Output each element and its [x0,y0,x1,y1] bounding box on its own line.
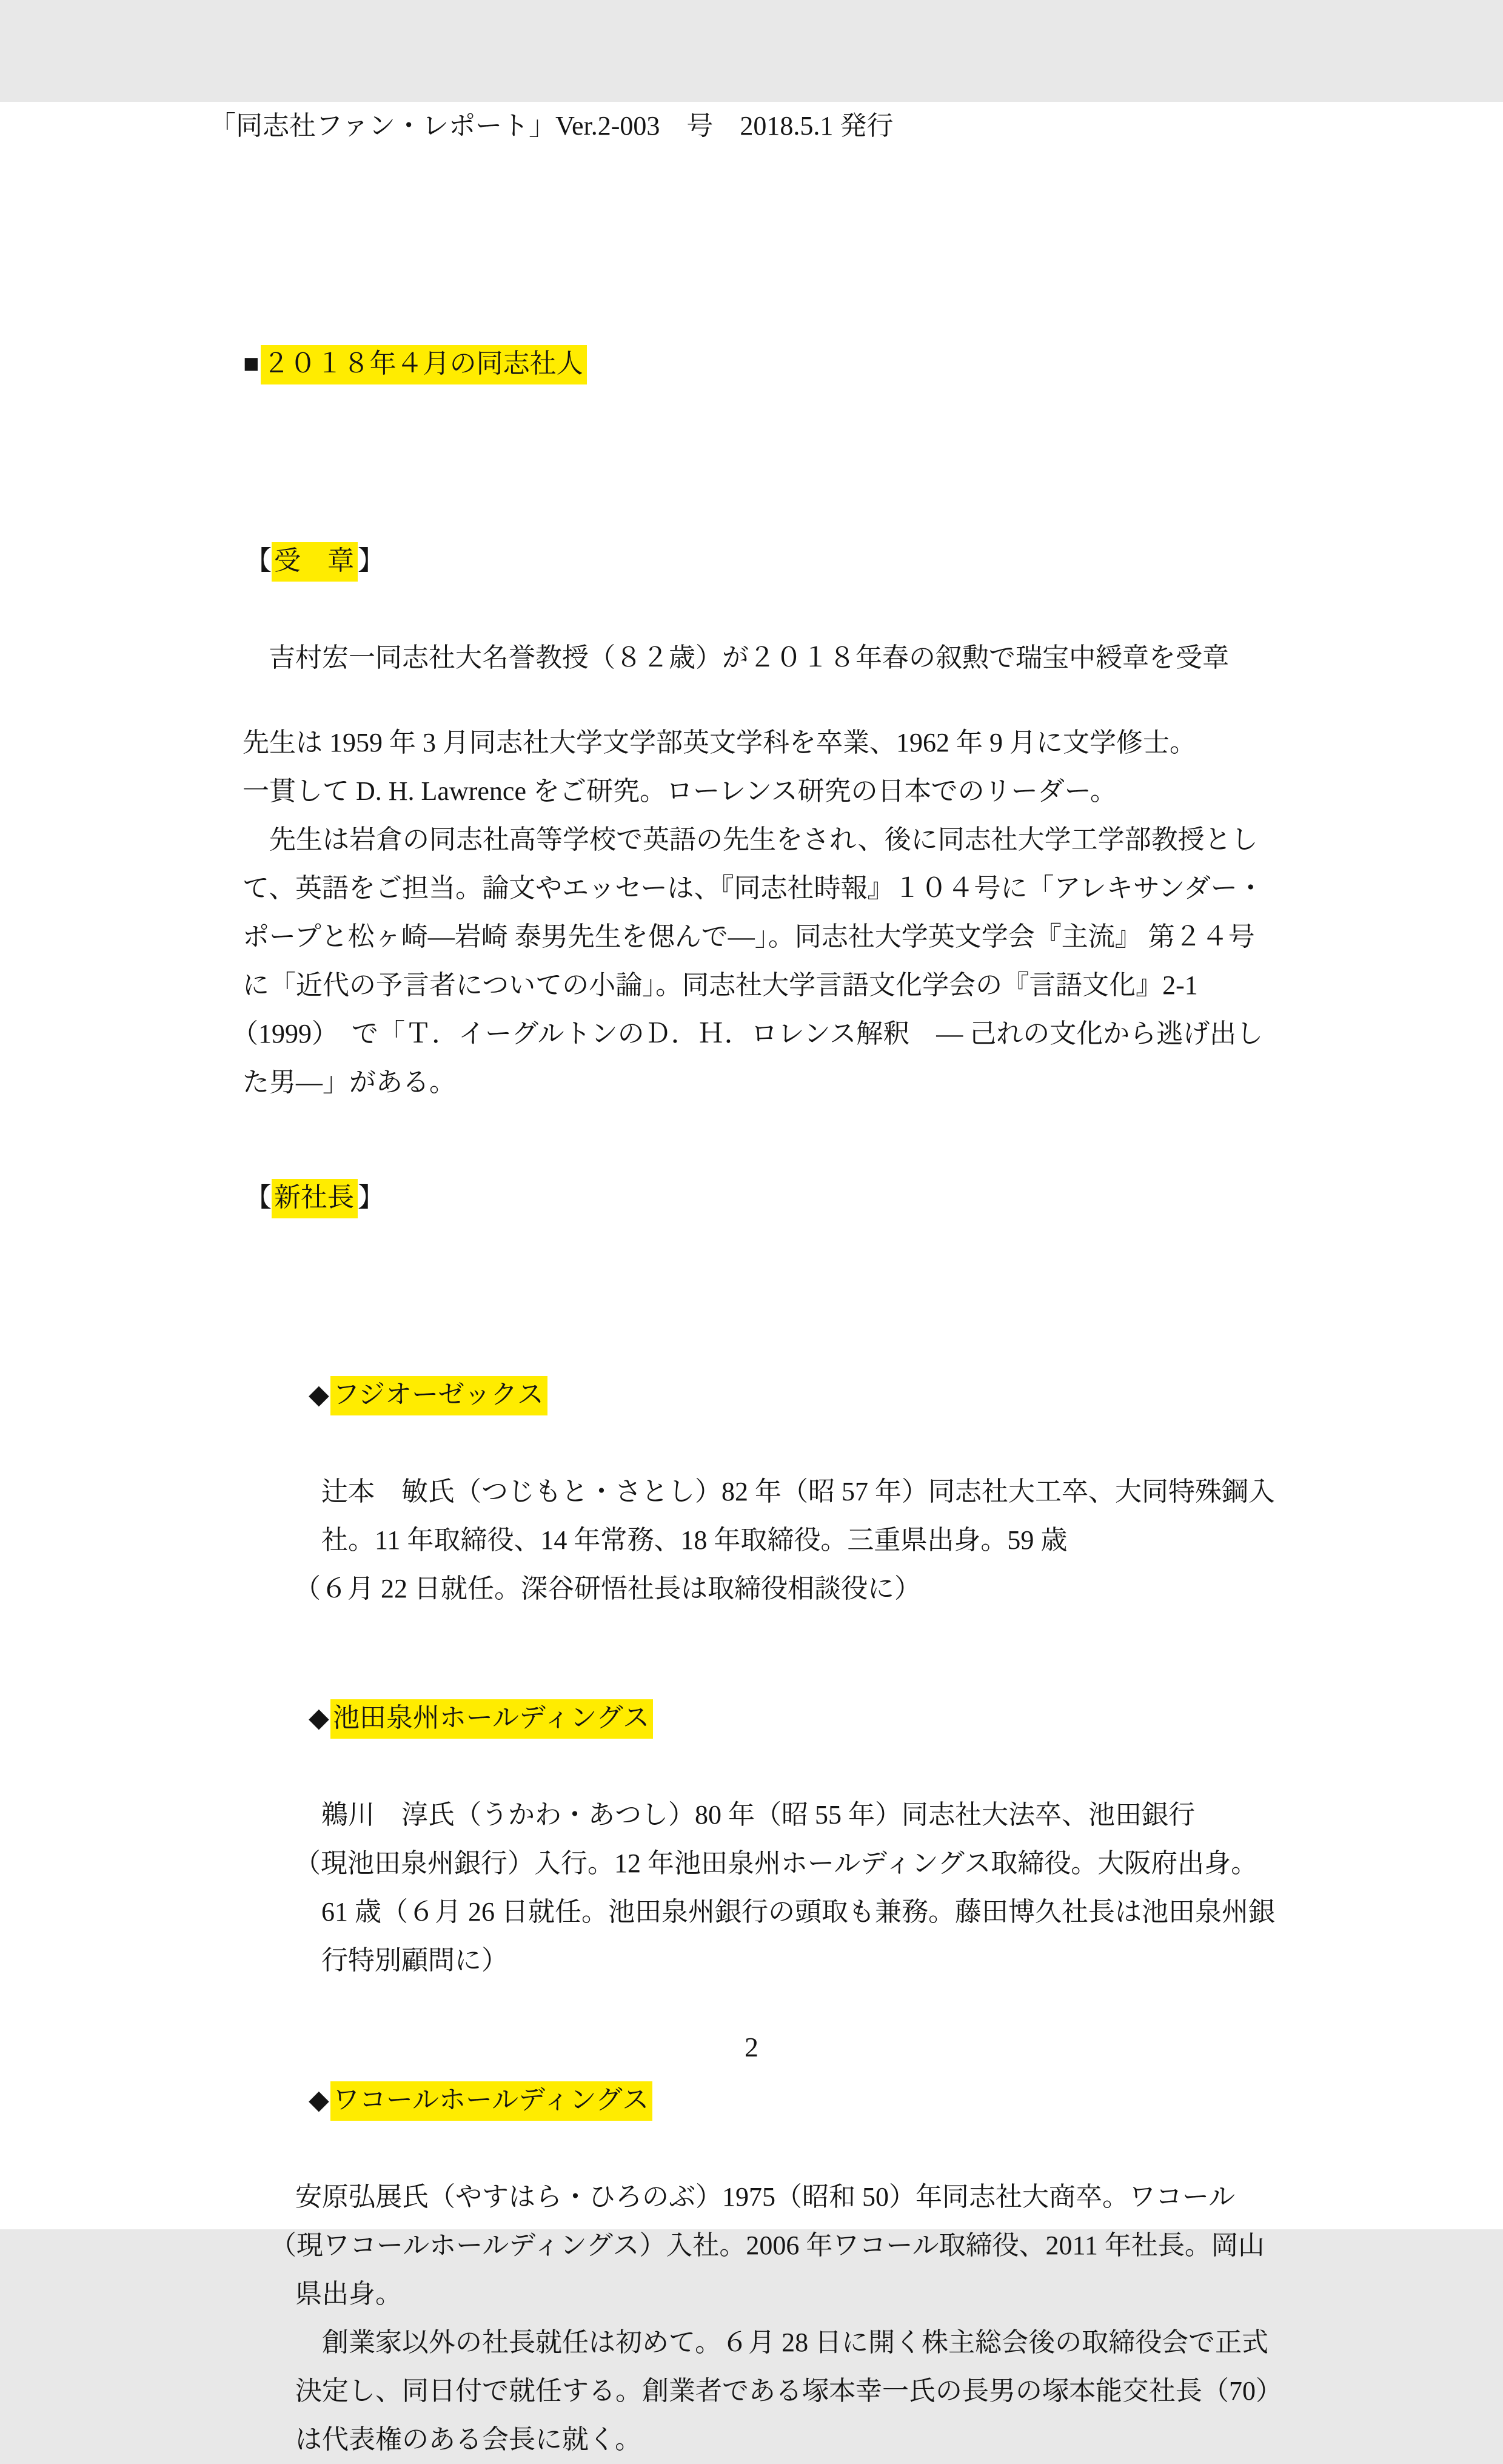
text-line: （現ワコールホールディングス）入社。2006 年ワコール取締役、2011 年社長。岡山 [270,2231,1265,2260]
shinshacho-label: 新社長 [272,1179,358,1218]
company-name: 池田泉州ホールディングス [330,1699,653,1739]
jusho-section-heading [218,488,1503,634]
jusho-body-paragraph [232,719,1503,1107]
company-body-paragraph [243,2173,1503,2464]
text-line: 創業家以外の社長就任は初めて。６月 28 日に開く株主総会後の取締役会で正式 [295,2328,1269,2357]
text-line: 安原弘展氏（やすはら・ひろのぶ）1975（昭和 50）年同志社大商卒。ワコール [295,2182,1236,2212]
text-line: （現池田泉州銀行）入行。12 年池田泉州ホールディングス取締役。大阪府出身。 [294,1848,1258,1878]
text-line: に「近代の予言者についての小論」。同志社大学言語文化学会の『言語文化』2-1 [243,970,1198,1000]
bracket-open: 【 [245,546,272,576]
text-line: （６月 22 日就任。深谷研悟社長は取締役相談役に） [294,1574,921,1603]
company-body-paragraph [243,1468,1503,1613]
company-body-paragraph [243,1791,1503,1985]
jusho-label: 受 章 [272,542,358,582]
jusho-lead-text: 吉村宏一同志社大名誉教授（８２歳）が２０１８年春の叙勲で瑞宝中綬章を受章 [269,643,1229,673]
text-line: 県出身。 [295,2279,402,2309]
document-page [0,102,1503,2454]
company-name: ワコールホールディングス [330,2081,652,2121]
bracket-close: 】 [358,1183,384,1212]
black-square-icon: ■ [243,349,259,378]
text-line: 社。11 年取締役、14 年常務、18 年取締役。三重県出身。59 歳 [321,1525,1068,1555]
company-block-wacoal [243,2027,1503,2464]
bracket-close: 】 [358,546,384,576]
text-line: 一貫して D. H. Lawrence をご研究。ローレンス研究の日本でのリーダー。 [243,776,1117,806]
section-heading [216,291,1503,437]
company-name: フジオーゼックス [330,1376,547,1415]
text-line: ポープと松ヶ崎―岩崎 泰男先生を偲んで―」。同志社大学英文学会『主流』 第２４号 [243,922,1255,952]
black-diamond-icon: ◆ [309,2085,329,2115]
section-title: ２０１８年４月の同志社人 [261,345,587,384]
text-line: は代表権のある会長に就く。 [295,2425,642,2454]
text-line: 鵜川 淳氏（うかわ・あつし）80 年（昭 55 年）同志社大法卒、池田銀行 [321,1800,1195,1830]
company-block-fujioozex [243,1322,1503,1613]
black-diamond-icon: ◆ [309,1380,329,1409]
text-line: 先生は 1959 年 3 月同志社大学文学部英文学科を卒業、1962 年 9 月に文学修士。 [243,728,1196,757]
company-heading [269,1322,1503,1468]
company-block-ikeda-senshu [243,1645,1503,1985]
text-line: 辻本 敏氏（つじもと・さとし）82 年（昭 57 年）同志社大工卒、大同特殊鋼入 [321,1477,1275,1506]
text-line: 61 歳（６月 26 日就任。池田泉州銀行の頭取も兼務。藤田博久社長は池田泉州銀 [321,1897,1275,1927]
text-line: 行特別顧問に） [321,1945,508,1975]
page-number: 2 [745,2032,758,2063]
shinshacho-section-heading [218,1125,1503,1271]
bracket-open: 【 [245,1183,272,1212]
text-line: 決定し、同日付で就任する。創業者である塚本幸一氏の長男の塚本能交社長（70） [295,2376,1282,2406]
company-heading [269,1645,1503,1791]
text-line: （1999） で「Ｔ．イーグルトンのＤ．Ｈ．ロレンス解釈 ― 己れの文化から逃げ出し [232,1019,1264,1049]
text-line: 先生は岩倉の同志社高等学校で英語の先生をされ、後に同志社大学工学部教授とし [243,825,1258,854]
black-diamond-icon: ◆ [309,1703,329,1733]
text-line: て、英語をご担当。論文やエッセーは、『同志社時報』１０４号に「アレキサンダー・ [243,873,1264,903]
document-header: 「同志社ファン・レポート」Ver.2-003 号 2018.5.1 発行 [209,111,894,141]
text-line: た男―」がある。 [243,1067,456,1097]
